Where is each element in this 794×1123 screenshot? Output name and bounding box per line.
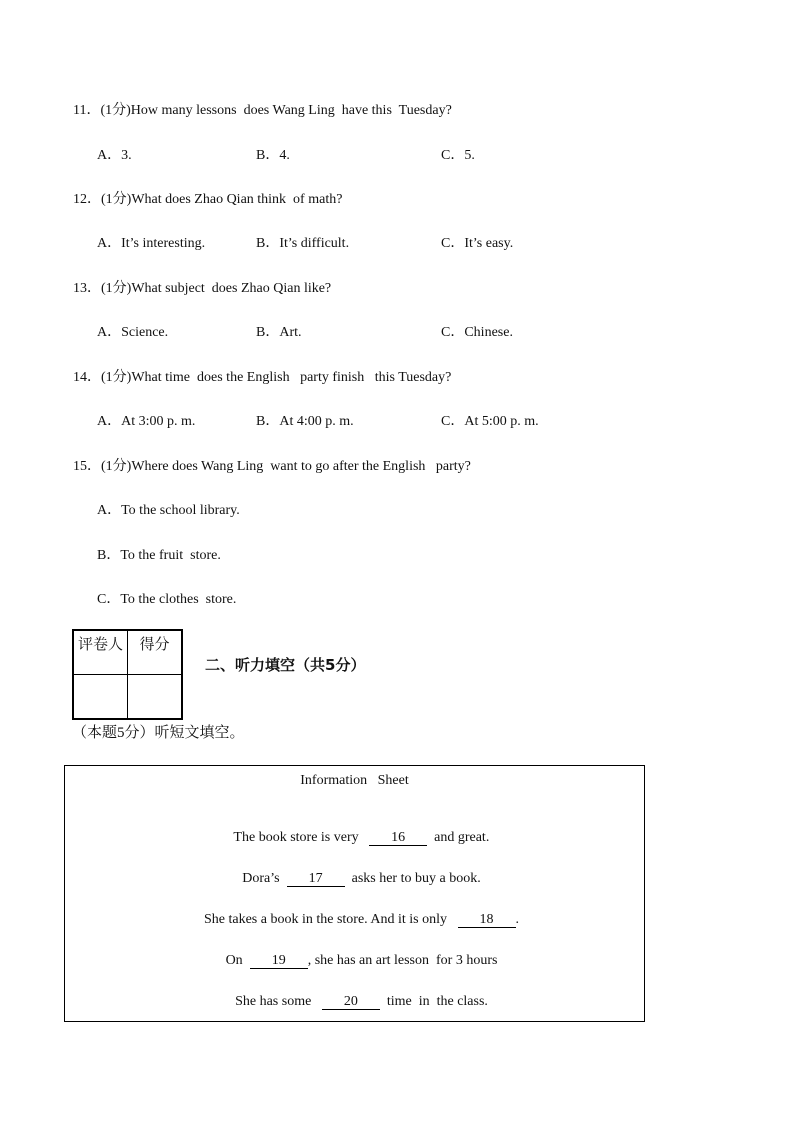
score-table — [72, 629, 183, 720]
info-line-19-before: On — [225, 953, 250, 968]
info-line-16-before: The book store is very — [233, 830, 370, 845]
info-line-20-after: time in the class. — [379, 994, 488, 1009]
q15-option-a: A．To the school library. — [97, 503, 240, 518]
info-line-20 — [65, 978, 644, 1026]
q13-option-a: A．Science. — [97, 325, 169, 340]
q14-option-a: A．At 3:00 p. m. — [97, 414, 196, 429]
grader-header-cell — [73, 630, 128, 675]
score-entry-cell — [128, 675, 183, 720]
q13-option-b: B．Art. — [256, 325, 302, 340]
question-11: 11．(1分)How many lessons does Wang Ling have this Tuesday? — [73, 103, 452, 118]
q12-option-c: C．It’s easy. — [441, 236, 514, 251]
info-line-17-before: Dora’s — [242, 871, 287, 886]
score-header-cell — [128, 630, 183, 675]
grader-label: 评卷人 — [77, 637, 123, 653]
question-13: 13．(1分)What subject does Zhao Qian like? — [73, 281, 332, 296]
info-sheet-title: Information Sheet — [300, 773, 409, 788]
q11-option-a: A．3. — [97, 148, 132, 163]
q14-option-b: B．At 4:00 p. m. — [256, 414, 354, 429]
section-title: 二、听力填空（共5分） — [205, 656, 366, 674]
q12-option-b: B．It’s difficult. — [256, 236, 350, 251]
blank-20: 20 — [322, 995, 380, 1010]
question-12: 12．(1分)What does Zhao Qian think of math? — [73, 192, 343, 207]
q15-option-c: C．To the clothes store. — [97, 592, 237, 607]
blank-18: 18 — [458, 913, 516, 928]
grader-entry-cell — [73, 675, 128, 720]
blank-16: 16 — [369, 831, 427, 846]
info-line-19-after: , she has an art lesson for 3 hours — [307, 953, 498, 968]
info-line-18-after: . — [515, 912, 520, 927]
section-instruction: （本题5分）听短文填空。 — [72, 725, 245, 741]
question-15: 15．(1分)Where does Wang Ling want to go after the English party? — [73, 459, 471, 474]
q15-option-b: B．To the fruit store. — [97, 548, 221, 563]
q12-option-a: A．It’s interesting. — [97, 236, 206, 251]
information-sheet-box — [64, 765, 645, 1022]
blank-19: 19 — [250, 954, 308, 969]
q14-option-c: C．At 5:00 p. m. — [441, 414, 539, 429]
info-line-17-after: asks her to buy a book. — [344, 871, 481, 886]
blank-17: 17 — [287, 872, 345, 887]
score-label: 得分 — [139, 637, 170, 653]
q11-option-b: B．4. — [256, 148, 290, 163]
info-line-20-before: She has some — [235, 994, 322, 1009]
info-line-18-before: She takes a book in the store. And it is only — [203, 912, 458, 927]
question-14: 14．(1分)What time does the English party finish this Tuesday? — [73, 370, 452, 385]
info-line-16-after: and great. — [427, 830, 490, 845]
q13-option-c: C．Chinese. — [441, 325, 513, 340]
q11-option-c: C．5. — [441, 148, 475, 163]
